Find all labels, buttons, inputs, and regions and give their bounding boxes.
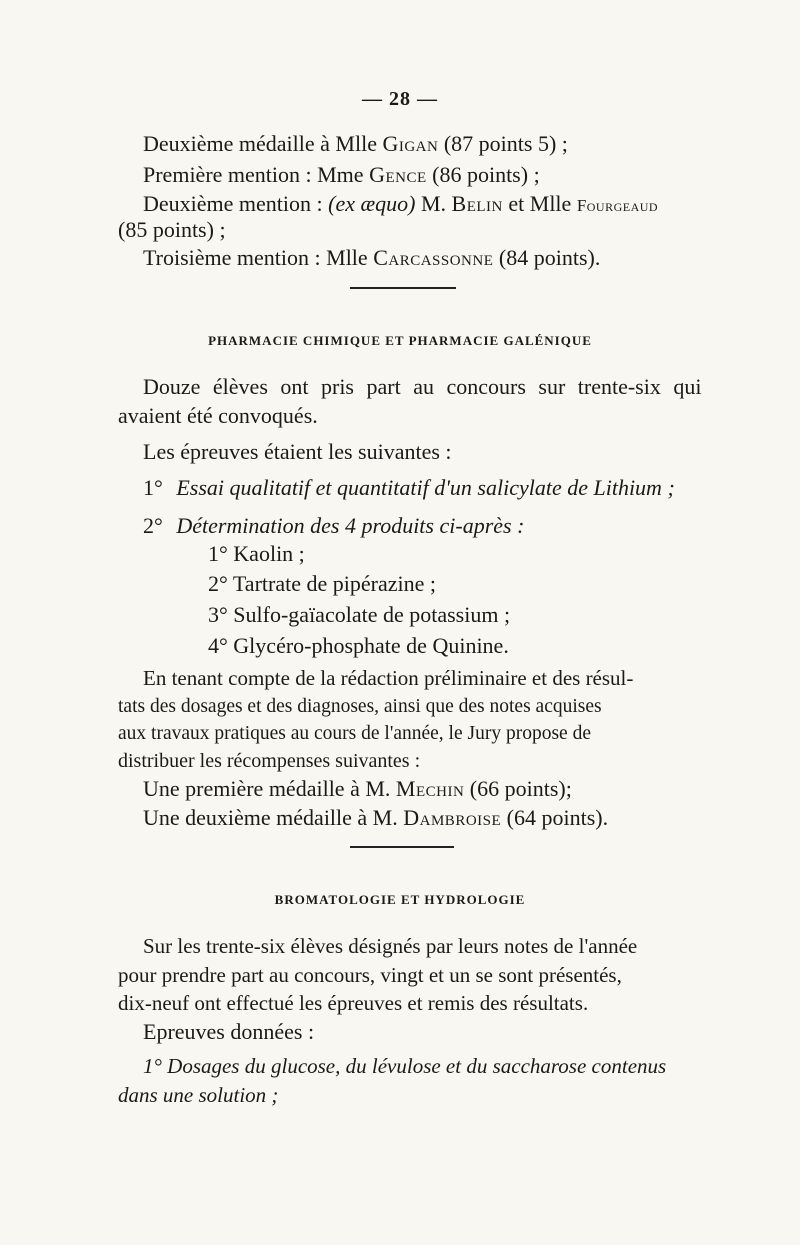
list-item	[143, 512, 524, 540]
laureate-name: Fourgeaud	[576, 196, 659, 215]
laureate-name: Belin	[451, 191, 503, 216]
award-text: Première mention : Mme	[143, 162, 370, 187]
section-divider	[350, 846, 454, 848]
award-line-4	[118, 216, 226, 244]
award-line	[143, 804, 608, 832]
paragraph-line: Douze élèves ont pris part au concours sur trente-six qui	[143, 374, 702, 399]
award-points: (86 points) ;	[426, 162, 540, 187]
award-points: (66 points);	[464, 776, 572, 801]
award-text: Deuxième médaille à Mlle	[143, 131, 383, 156]
paragraph-line: tats des dosages et des diagnoses, ainsi que des notes acquises	[118, 696, 602, 717]
laureate-name: Gence	[369, 162, 427, 187]
sub-item: 1° Kaolin ;	[208, 541, 305, 566]
award-line-5	[143, 244, 600, 272]
award-line-2	[143, 161, 540, 189]
laureate-name: Mechin	[395, 776, 465, 801]
section-heading: BROMATOLOGIE ET HYDROLOGIE	[274, 892, 526, 907]
award-line-1	[143, 130, 568, 158]
paragraph-line: dix-neuf ont effectué les épreuves et remis des résultats.	[118, 991, 589, 1015]
section-divider	[350, 287, 456, 289]
award-text: Deuxième mention :	[143, 191, 329, 216]
award-text: Troisième mention : Mlle	[143, 245, 374, 270]
award-points: (84 points).	[493, 245, 601, 270]
sub-item: 4° Glycéro-phosphate de Quinine.	[208, 633, 509, 658]
item-number: 2°	[143, 513, 163, 538]
item-number: 1°	[143, 475, 163, 500]
paragraph-line: Sur les trente-six élèves désignés par leurs notes de l'année	[143, 934, 638, 958]
award-text: et Mlle	[502, 191, 577, 216]
item-text: 1° Dosages du glucose, du lévulose et du saccharose contenus	[143, 1054, 667, 1078]
paragraph-line: pour prendre part au concours, vingt et un se sont présentés,	[118, 963, 622, 987]
sub-item: 3° Sulfo-gaïacolate de potassium ;	[208, 602, 511, 627]
award-points: (87 points 5) ;	[438, 131, 568, 156]
list-item	[143, 474, 675, 502]
item-text: Détermination des 4 produits ci-après :	[176, 513, 525, 538]
page-number: — 28 —	[362, 88, 438, 110]
list-item-continuation	[118, 1081, 278, 1109]
award-line	[143, 775, 572, 803]
award-text: M.	[415, 191, 452, 216]
award-text: Une première médaille à M.	[143, 776, 396, 801]
ex-aequo-note: (ex æquo)	[328, 191, 416, 216]
laureate-name: Gigan	[382, 131, 439, 156]
paragraph-line: Epreuves données :	[143, 1019, 315, 1044]
paragraph-line: En tenant compte de la rédaction préliminaire et des résul-	[143, 666, 634, 690]
paragraph-line: avaient été convoqués.	[118, 403, 318, 428]
sub-item: 2° Tartrate de pipérazine ;	[208, 571, 436, 596]
paragraph-line: aux travaux pratiques au cours de l'année, le Jury propose de	[118, 723, 591, 744]
award-text: Une deuxième médaille à M.	[143, 805, 404, 830]
award-points: (64 points).	[501, 805, 609, 830]
item-text: dans une solution ;	[118, 1083, 279, 1107]
laureate-name: Carcassonne	[373, 245, 494, 270]
list-item	[143, 1052, 666, 1080]
paragraph-line: Les épreuves étaient les suivantes :	[143, 439, 452, 464]
item-text: Essai qualitatif et quantitatif d'un salicylate de Lithium ;	[176, 475, 675, 500]
paragraph-line: distribuer les récompenses suivantes :	[118, 750, 421, 772]
award-points: (85 points) ;	[118, 217, 226, 242]
laureate-name: Dambroise	[403, 805, 502, 830]
section-heading: PHARMACIE CHIMIQUE ET PHARMACIE GALÉNIQUE	[208, 333, 592, 348]
